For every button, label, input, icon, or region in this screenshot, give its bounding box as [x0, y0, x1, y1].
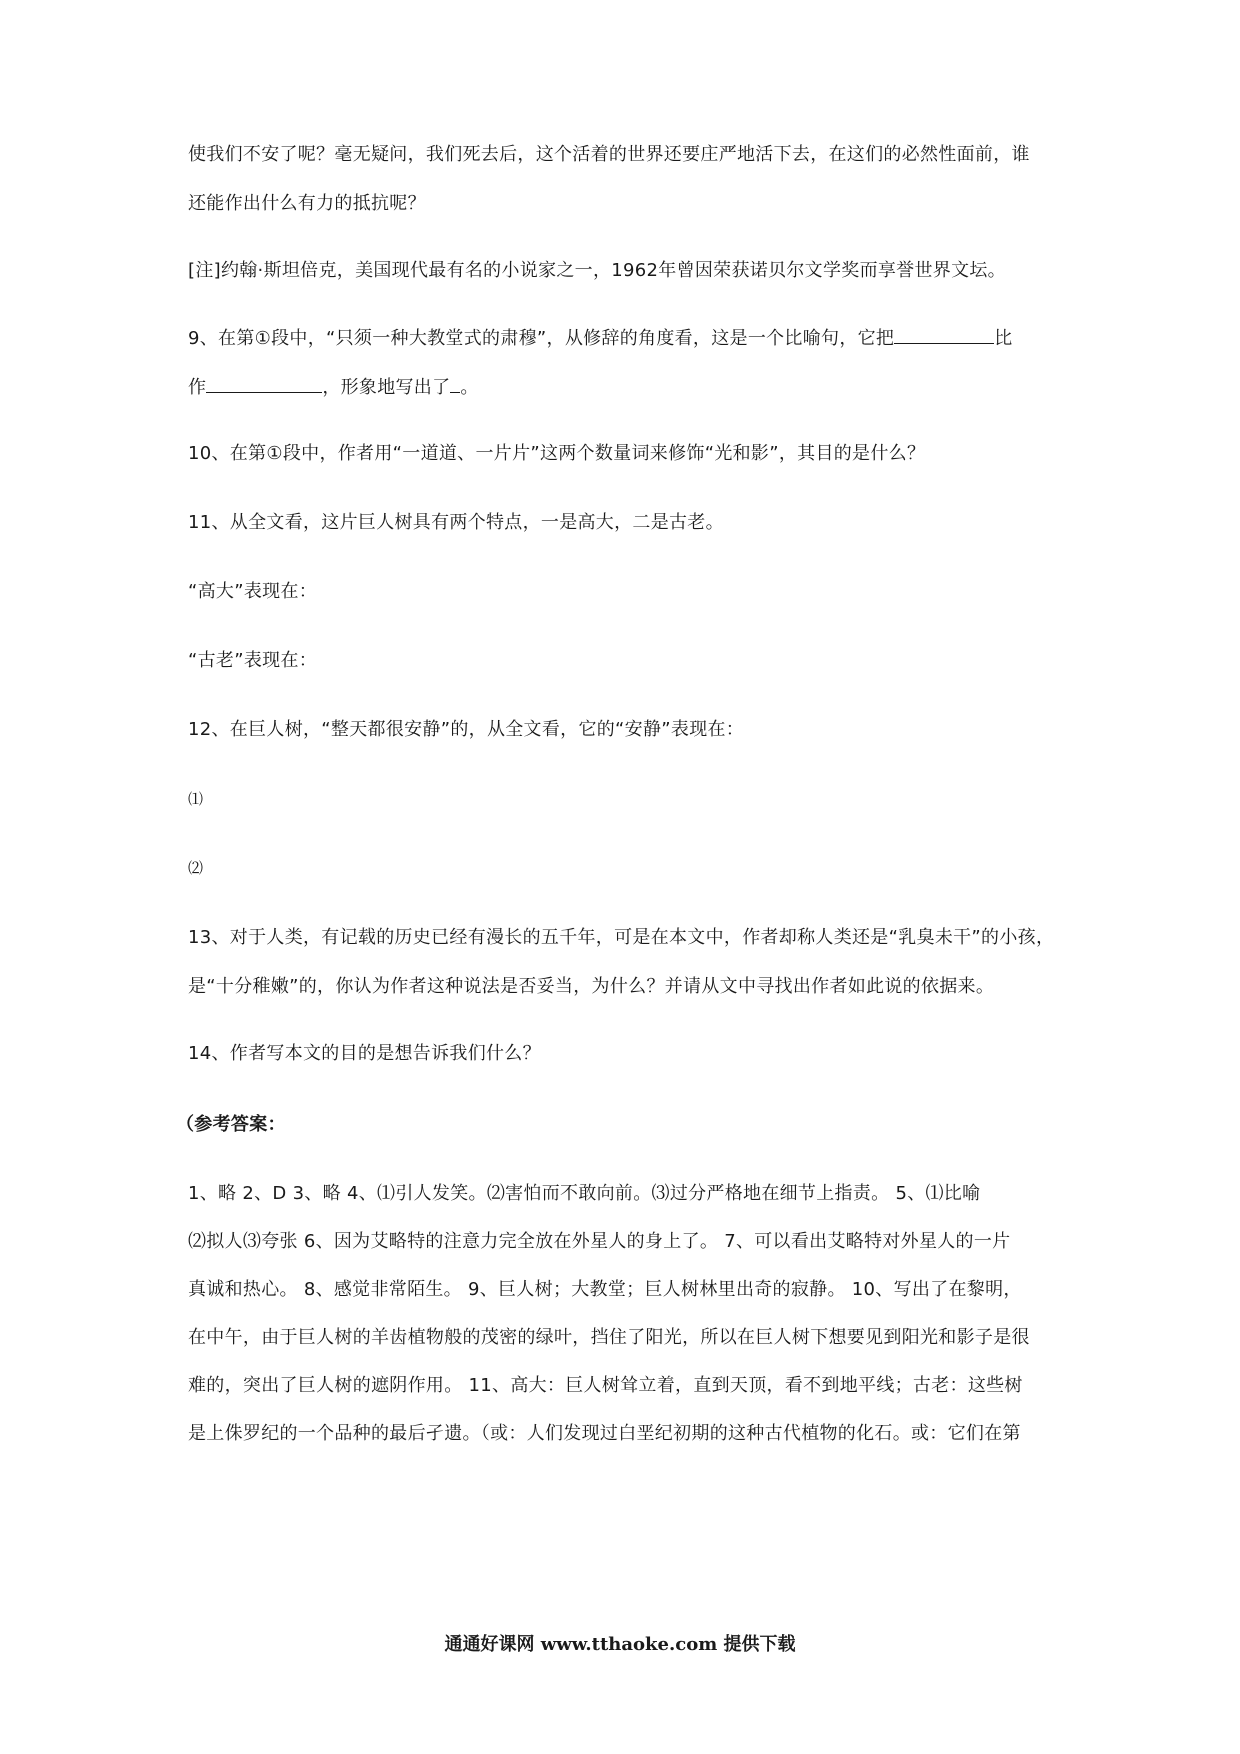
question-12-item-1: ⑴: [188, 790, 204, 808]
question-13: 13、对于人类，有记载的历史已经有漫长的五千年，可是在本文中，作者却称人类还是“乳臭未干”的小孩，: [188, 927, 1055, 948]
question-11-tall: “高大”表现在：: [188, 581, 318, 602]
answer-blank[interactable]: [894, 325, 994, 344]
question-9: [188, 325, 1013, 353]
question-10: 10、在第①段中，作者用“一道道、一片片”这两个数量词来修饰“光和影”，其目的是什么？: [188, 443, 926, 464]
answer-line: 难的，突出了巨人树的遮阴作用。 11、高大：巨人树耸立着，直到天顶，看不到地平线；古老：这些树: [188, 1375, 1023, 1396]
page-footer: 通通好课网 www.tthaoke.com 提供下载: [444, 1634, 796, 1655]
footnote: [注]约翰·斯坦倍克，美国现代最有名的小说家之一，1962年曾因荣获诺贝尔文学奖而享誉世界文坛。: [188, 260, 1006, 281]
answer-blank[interactable]: [206, 374, 322, 393]
question-text: 。: [460, 377, 479, 398]
question-text: 作: [188, 377, 207, 398]
question-12: 12、在巨人树，“整天都很安静”的，从全文看，它的“安静”表现在：: [188, 719, 745, 740]
question-13-continued: 是“十分稚嫩”的，你认为作者这种说法是否妥当，为什么？并请从文中寻找出作者如此说的依据来。: [188, 976, 995, 997]
answer-line: 1、略 2、D 3、略 4、⑴引人发笑。⑵害怕而不敢向前。⑶过分严格地在细节上指责。 5、⑴比喻: [188, 1183, 981, 1204]
answer-line: 真诚和热心。 8、感觉非常陌生。 9、巨人树；大教堂；巨人树林里出奇的寂静。 10、写出了在黎明，: [188, 1279, 1022, 1300]
answers-heading: （参考答案：: [176, 1114, 286, 1135]
question-text: ，形象地写出了: [322, 377, 451, 398]
question-11-old: “古老”表现在：: [188, 650, 318, 671]
question-14: 14、作者写本文的目的是想告诉我们什么？: [188, 1043, 541, 1064]
question-text: 9、在第①段中，“只须一种大教堂式的肃穆”，从修辞的角度看，这是一个比喻句，它把: [188, 328, 895, 349]
answer-line: ⑵拟人⑶夸张 6、因为艾略特的注意力完全放在外星人的身上了。 7、可以看出艾略特对外星人的一片: [188, 1231, 1011, 1252]
passage-line: 使我们不安了呢？毫无疑问，我们死去后，这个活着的世界还要庄严地活下去，在这们的必然性面前，谁: [188, 144, 1030, 165]
question-12-item-2: ⑵: [188, 859, 204, 877]
passage-line: 还能作出什么有力的抵抗呢？: [188, 193, 426, 214]
answer-line: 在中午，由于巨人树的羊齿植物般的茂密的绿叶，挡住了阳光，所以在巨人树下想要见到阳光和影子是很: [188, 1327, 1030, 1348]
question-text: 比: [994, 328, 1013, 349]
question-9-continued: [188, 374, 479, 402]
answer-line: 是上侏罗纪的一个品种的最后孑遗。（或：人们发现过白垩纪初期的这种古代植物的化石。或：它们在第: [188, 1423, 1021, 1444]
answer-blank[interactable]: [450, 374, 460, 393]
question-11: 11、从全文看，这片巨人树具有两个特点，一是高大，二是古老。: [188, 512, 724, 533]
